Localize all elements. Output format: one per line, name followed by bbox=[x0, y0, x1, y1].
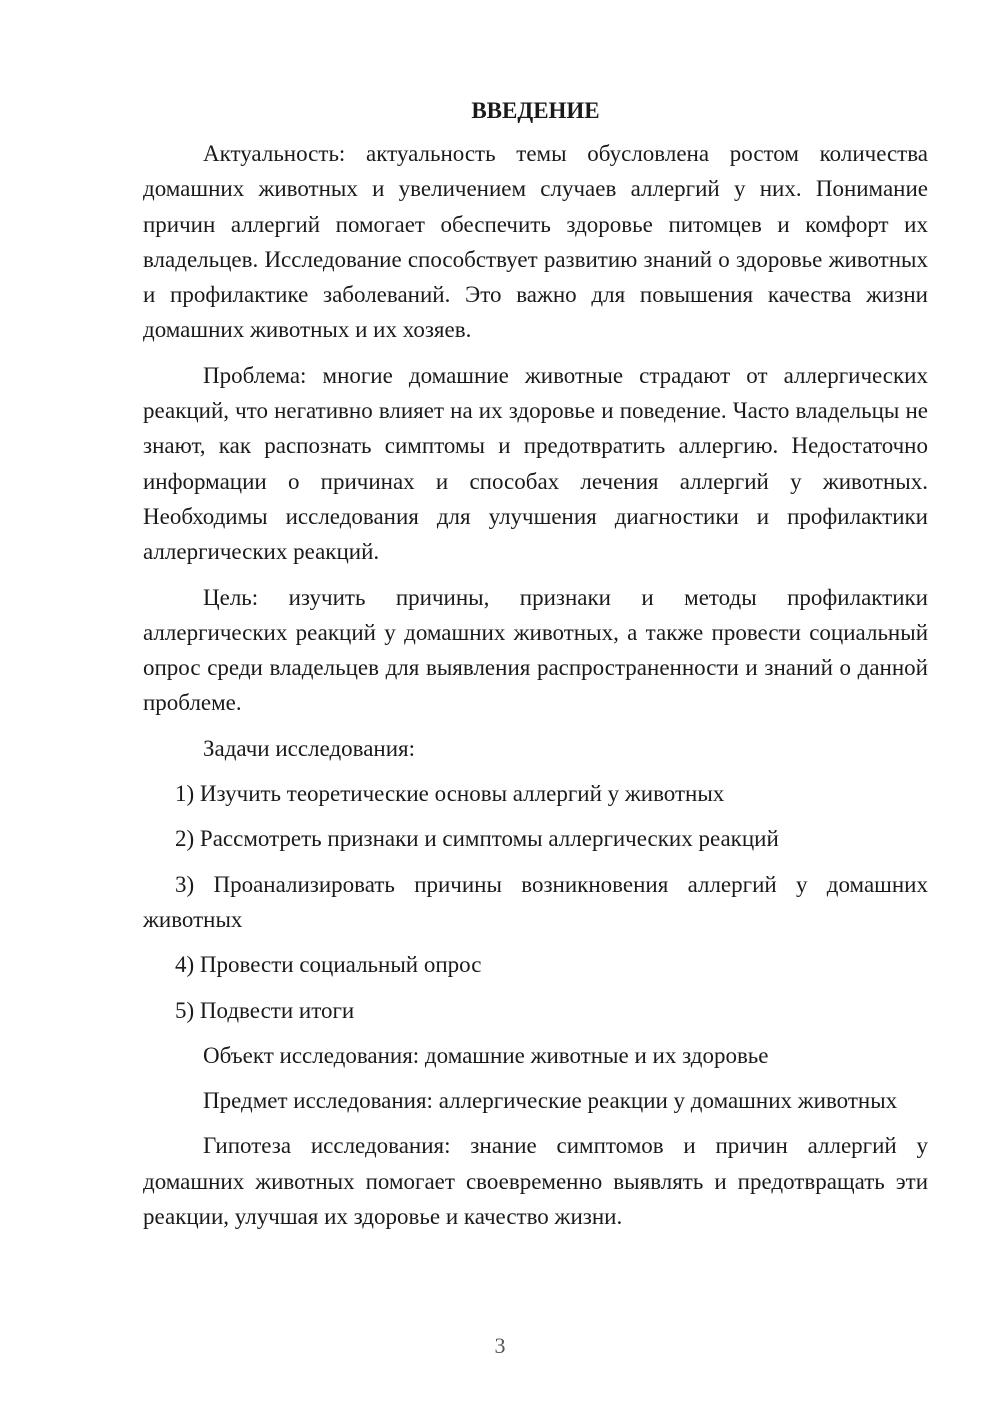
paragraph-hypothesis: Гипотеза исследования: знание симптомов и причин аллергий у домашних животных помогает своевременно выявлять и предотвращать эти реакции, улучшая их здоровье и качество жизни. bbox=[143, 1133, 928, 1230]
page-number: 3 bbox=[494, 1333, 506, 1358]
paragraph-subject: Предмет исследования: аллергические реакции у домашних животных bbox=[203, 1088, 898, 1114]
tasks-list bbox=[143, 776, 928, 1028]
section-title: ВВЕДЕНИЕ bbox=[471, 98, 600, 123]
paragraph-object: Объект исследования: домашние животные и их здоровье bbox=[203, 1042, 769, 1068]
list-item: 4) Провести социальный опрос bbox=[175, 952, 482, 978]
paragraph-goal: Цель: изучить причины, признаки и методы профилактики аллергических реакций у домашних животных, а также провести социальный опрос среди владельцев для выявления распространенности и знаний о данной проблеме. bbox=[143, 584, 928, 716]
list-item: 1) Изучить теоретические основы аллергий у животных bbox=[175, 781, 725, 807]
tasks-heading: Задачи исследования: bbox=[203, 735, 416, 761]
list-item: 2) Рассмотреть признаки и симптомы аллергических реакций bbox=[175, 826, 779, 852]
list-item: 5) Подвести итоги bbox=[175, 997, 355, 1023]
document-page bbox=[143, 96, 928, 1244]
list-item: 3) Проанализировать причины возникновения аллергий у домашних животных bbox=[143, 871, 928, 932]
paragraph-relevance: Актуальность: актуальность темы обусловлена ростом количества домашних животных и увеличением случаев аллергий у них. Понимание причин аллергий помогает обеспечить здоровье питомцев и комфорт их владельцев. Исследование способствует развитию знаний о здоровье животных и профилактике заболеваний. Это важно для повышения качества жизни домашних животных и их хозяев. bbox=[143, 141, 928, 343]
paragraph-problem: Проблема: многие домашние животные страдают от аллергических реакций, что негативно влияет на их здоровье и поведение. Часто владельцы не знают, как распознать симптомы и предотвратить аллергию. Недостаточно информации о причинах и способах лечения аллергий у животных. Необходимы исследования для улучшения диагностики и профилактики аллергических реакций. bbox=[143, 362, 928, 565]
